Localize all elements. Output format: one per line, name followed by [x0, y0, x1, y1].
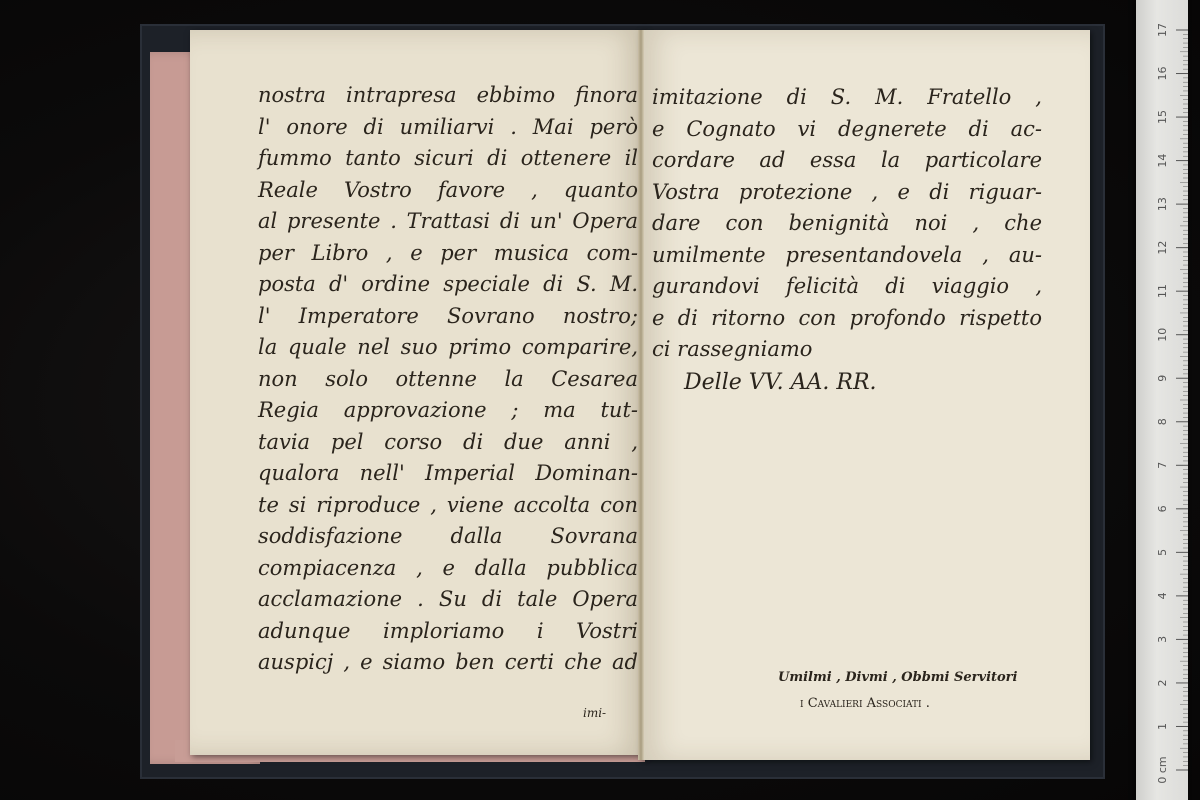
right-line: cordare ad essa la particolare: [652, 148, 1042, 172]
ruler-label: 12: [1156, 240, 1169, 255]
right-line: umilmente presentandovela , au-: [652, 242, 1042, 267]
left-line: fummo tanto sicuri di ottenere il: [258, 146, 638, 170]
ruler-label: 14: [1156, 153, 1169, 168]
left-line: adunque imploriamo i Vostri: [258, 618, 638, 643]
left-line: Reale Vostro favore , quanto: [258, 177, 638, 202]
ruler-label: 15: [1156, 110, 1169, 125]
left-line: auspicj , e siamo ben certi che ad: [258, 650, 638, 674]
ruler-label: 4: [1156, 592, 1169, 600]
left-line: l' onore di umiliarvi . Mai però: [258, 114, 638, 139]
ruler-label: 7: [1156, 461, 1169, 469]
right-page-text: [652, 82, 1042, 366]
left-line: tavia pel corso di due anni ,: [258, 429, 638, 454]
right-line: ci rassegniamo: [652, 337, 813, 361]
right-line: e di ritorno con profondo rispetto: [652, 305, 1042, 330]
ruler-label: 1: [1156, 722, 1169, 730]
ruler-label: 17: [1156, 23, 1169, 37]
right-line: Vostra protezione , e di riguar-: [652, 179, 1042, 204]
closing-salutation: Delle VV. AA. RR.: [684, 370, 877, 395]
ruler-label: 11: [1156, 284, 1169, 299]
left-line: per Libro , e per musica com-: [258, 240, 638, 265]
signature-line-2: i Cavalieri Associati .: [800, 696, 930, 711]
ruler-label: 5: [1156, 548, 1169, 556]
ruler-label: 6: [1156, 505, 1169, 513]
left-line: te si riproduce , viene accolta con: [258, 492, 638, 517]
right-line: gurandovi felicità di viaggio ,: [652, 274, 1042, 298]
ruler-label: 2: [1156, 679, 1169, 687]
right-line: imitazione di S. M. Fratello ,: [652, 85, 1042, 109]
ruler-label: 16: [1156, 66, 1169, 81]
right-line: dare con benignità noi , che: [652, 211, 1042, 235]
ruler-scale: [1136, 0, 1188, 800]
left-line: non solo ottenne la Cesarea: [258, 366, 638, 391]
ruler-label: 9: [1156, 374, 1169, 382]
catchword: imi-: [583, 706, 607, 720]
measurement-ruler: [1136, 0, 1188, 800]
left-page-text: [258, 80, 638, 679]
left-line: qualora nell' Imperial Dominan-: [258, 461, 638, 485]
left-line: la quale nel suo primo comparire,: [258, 335, 638, 359]
left-line: acclamazione . Su di tale Opera: [258, 587, 638, 611]
ruler-label: 0 cm: [1156, 756, 1169, 784]
ruler-label: 8: [1156, 418, 1169, 426]
left-line: nostra intrapresa ebbimo finora: [258, 83, 638, 107]
ruler-label: 10: [1156, 327, 1169, 342]
show-through-text: [660, 420, 1060, 630]
book-gutter: [638, 30, 644, 760]
left-line: Regia approvazione ; ma tut-: [258, 398, 638, 422]
left-line: compiacenza , e dalla pubblica: [258, 555, 638, 580]
right-line: e Cognato vi degnerete di ac-: [652, 116, 1042, 141]
ruler-label: 13: [1156, 197, 1169, 212]
left-line: al presente . Trattasi di un' Opera: [258, 209, 638, 233]
left-line: soddisfazione dalla Sovrana: [258, 524, 638, 548]
left-line: l' Imperatore Sovrano nostro;: [258, 303, 638, 328]
signature-line-1: Umilmi , Divmi , Obbmi Servitori: [778, 670, 1018, 685]
ruler-label: 3: [1156, 635, 1169, 643]
left-line: posta d' ordine speciale di S. M.: [258, 272, 638, 296]
